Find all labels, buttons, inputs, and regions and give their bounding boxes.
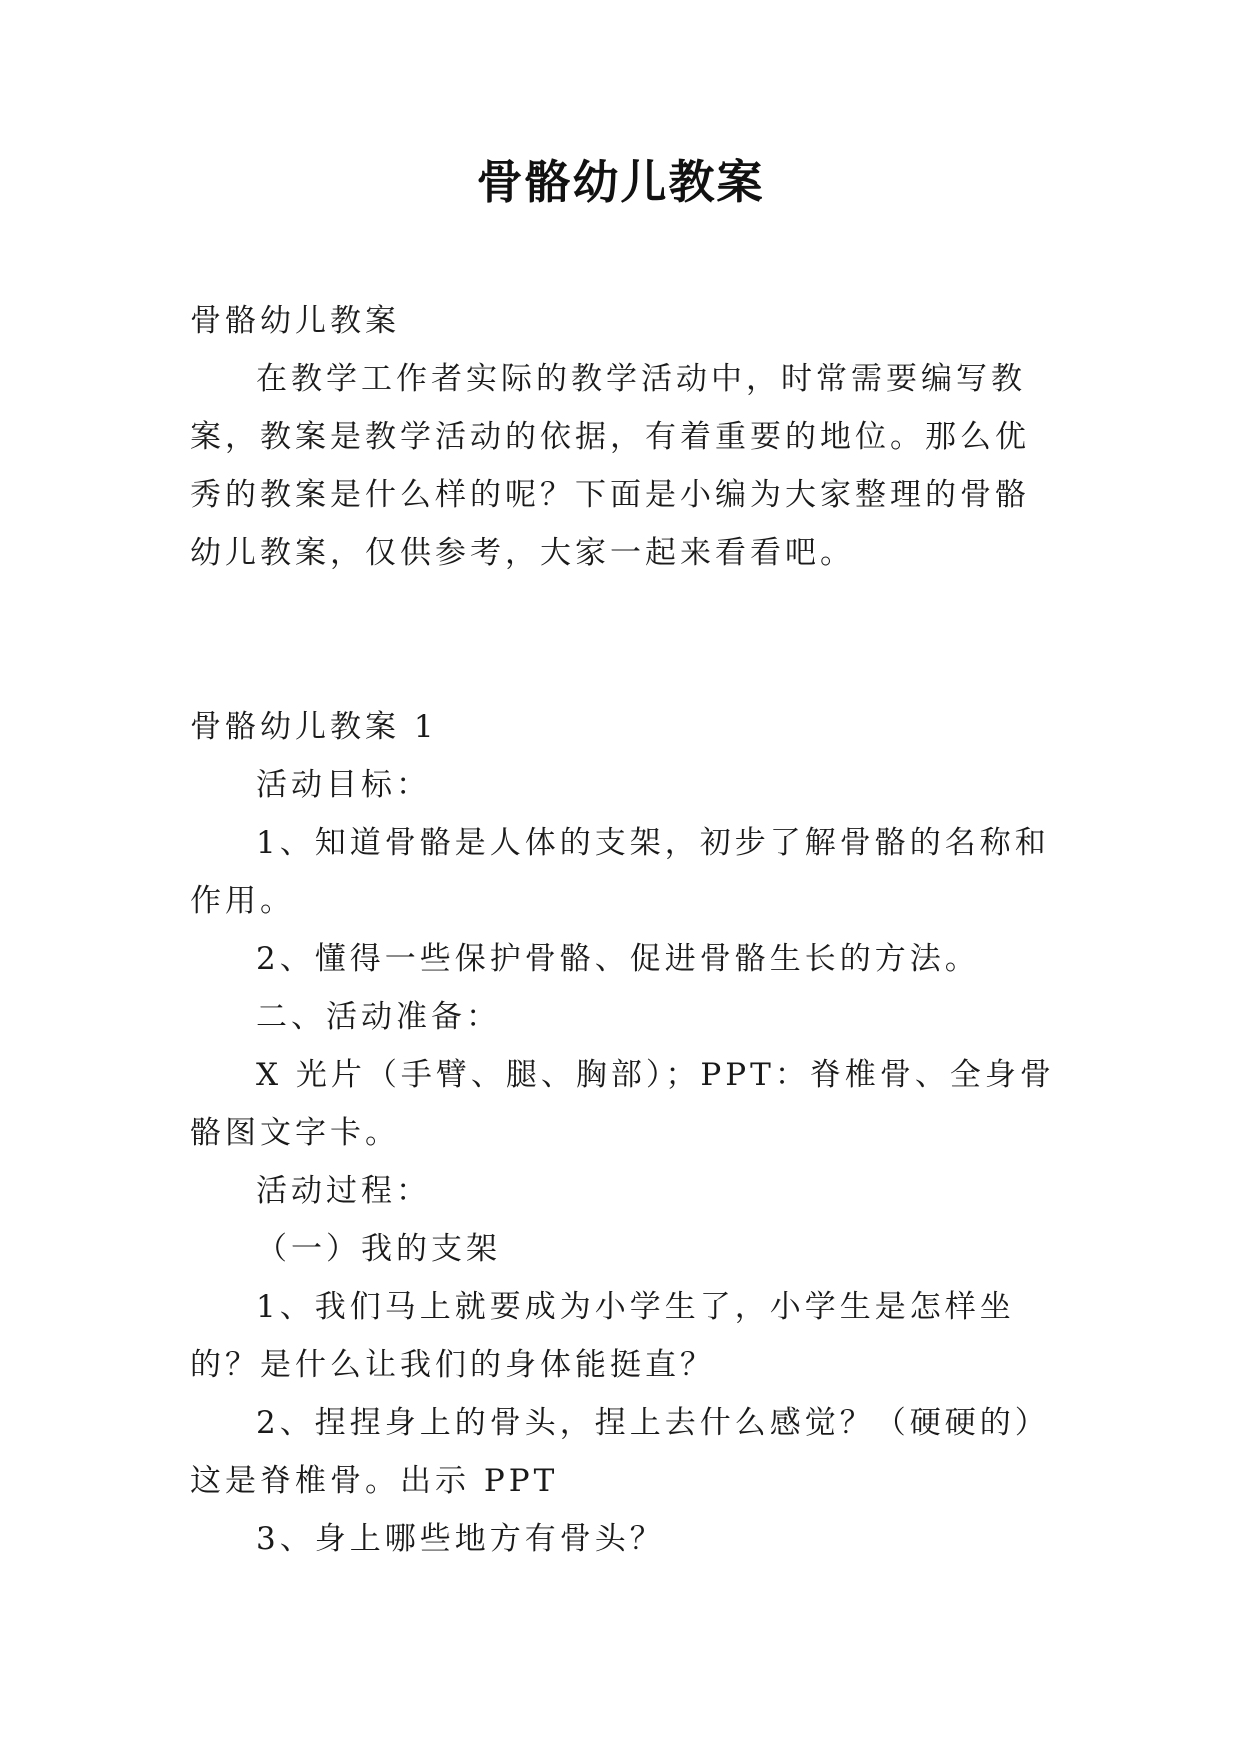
section-spacer <box>190 582 1060 698</box>
step-item: 2、捏捏身上的骨头，捏上去什么感觉？（硬硬的）这是脊椎骨。出示 PPT <box>190 1405 1050 1499</box>
step-item: 3、身上哪些地方有骨头？ <box>256 1521 665 1557</box>
goals-label: 活动目标： <box>256 767 431 803</box>
part-label: （一）我的支架 <box>256 1231 501 1267</box>
goal-item: 2、懂得一些保护骨骼、促进骨骼生长的方法。 <box>256 941 980 977</box>
intro-heading: 骨骼幼儿教案 <box>190 303 400 339</box>
document-title: 骨骼幼儿教案 <box>476 155 765 209</box>
prep-label: 二、活动准备： <box>256 999 501 1035</box>
goal-item: 1、知道骨骼是人体的支架，初步了解骨骼的名称和作用。 <box>190 825 1050 919</box>
document-body <box>190 292 1060 1568</box>
prep-paragraph: X 光片（手臂、腿、胸部）；PPT：脊椎骨、全身骨骼图文字卡。 <box>190 1057 1055 1151</box>
process-label: 活动过程： <box>256 1173 431 1209</box>
intro-paragraph: 在教学工作者实际的教学活动中，时常需要编写教案，教案是教学活动的依据，有着重要的地位。那么优秀的教案是什么样的呢？下面是小编为大家整理的骨骼幼儿教案，仅供参考，大家一起来看看吧。 <box>190 361 1030 571</box>
step-item: 1、我们马上就要成为小学生了，小学生是怎样坐的？是什么让我们的身体能挺直？ <box>190 1289 1015 1383</box>
section-heading: 骨骼幼儿教案 1 <box>190 709 438 745</box>
